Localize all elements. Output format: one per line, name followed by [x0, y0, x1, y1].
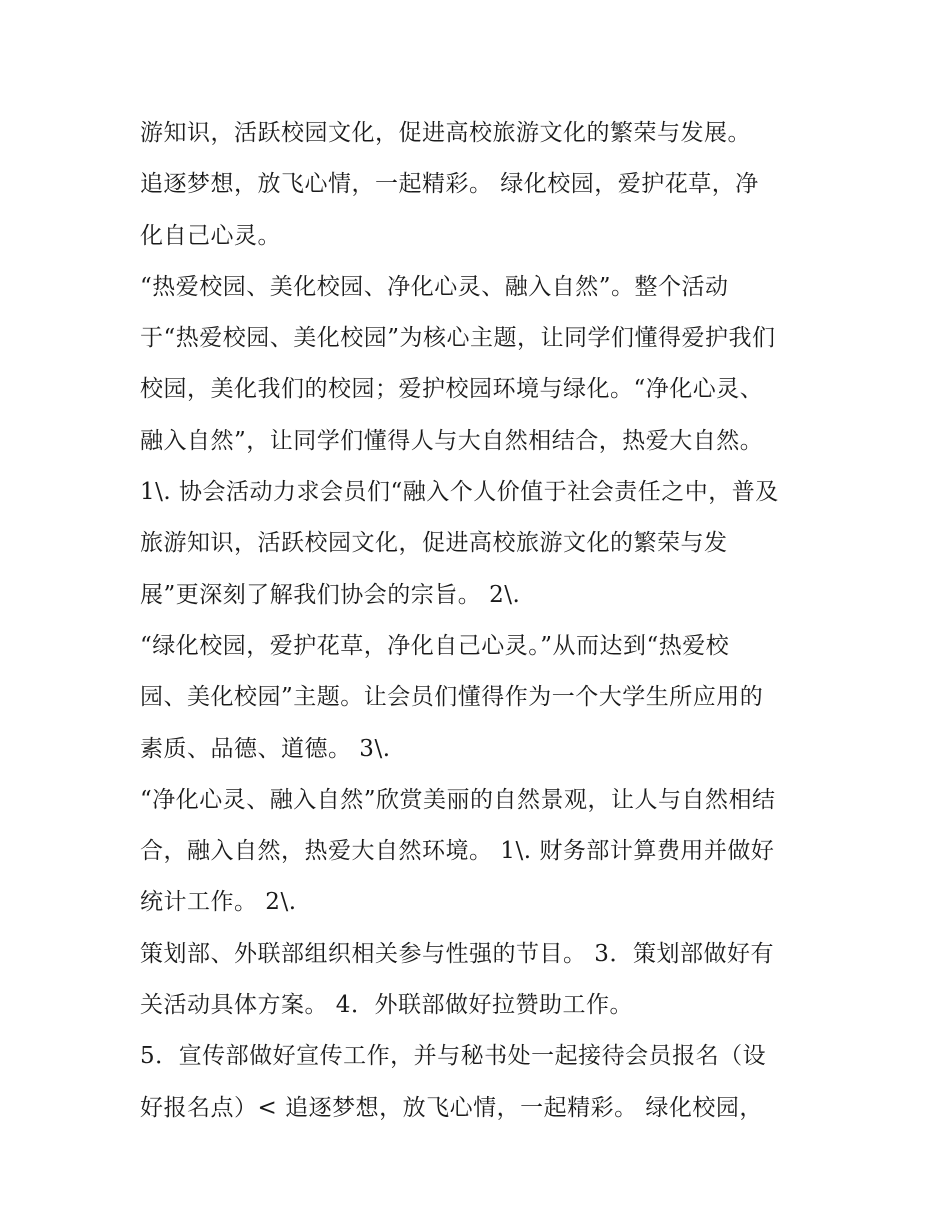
text-line: 5．宣传部做好宣传工作，并与秘书处一起接待会员报名（设 [140, 1043, 767, 1070]
text-line: 合，融入自然，热爱大自然环境。 1\. 财务部计算费用并做好 [140, 838, 775, 865]
text-line: “热爱校园、美化校园、净化心灵、融入自然”。整个活动 [140, 273, 729, 300]
text-line: 展”更深刻了解我们协会的宗旨。 2\. [140, 581, 521, 608]
text-line: 1\. 协会活动力求会员们“融入个人价值于社会责任之中，普及 [140, 479, 779, 506]
text-line: 策划部、外联部组织相关参与性强的节目。 3．策划部做好有 [140, 940, 774, 967]
text-line: 融入自然”，让同学们懂得人与大自然相结合，热爱大自然。 [140, 427, 764, 454]
text-line: 好报名点）< 追逐梦想，放飞心情，一起精彩。 绿化校园， [140, 1094, 763, 1121]
text-line: 统计工作。 2\. [140, 889, 297, 916]
text-line: 素质、品德、道德。 3\. [140, 735, 391, 762]
text-line: 校园，美化我们的校园；爱护校园环境与绿化。“净化心灵、 [140, 376, 764, 403]
text-line: 园、美化校园”主题。让会员们懂得作为一个大学生所应用的 [140, 684, 764, 711]
text-line: “绿化校园，爱护花草，净化自己心灵。”从而达到“热爱校 [140, 632, 730, 659]
text-line: 游知识，活跃校园文化，促进高校旅游文化的繁荣与发展。 [140, 120, 751, 146]
text-line: 于“热爱校园、美化校园”为核心主题，让同学们懂得爱护我们 [140, 325, 776, 352]
text-line: “净化心灵、融入自然”欣赏美丽的自然景观，让人与自然相结 [140, 786, 776, 813]
text-line: 旅游知识，活跃校园文化，促进高校旅游文化的繁荣与发 [140, 530, 728, 557]
text-line: 化自己心灵。 [140, 222, 281, 249]
text-line: 关活动具体方案。 4．外联部做好拉赞助工作。 [140, 992, 633, 1019]
body-text [140, 108, 830, 1134]
text-line: 追逐梦想，放飞心情，一起精彩。 绿化校园，爱护花草，净 [140, 171, 759, 198]
